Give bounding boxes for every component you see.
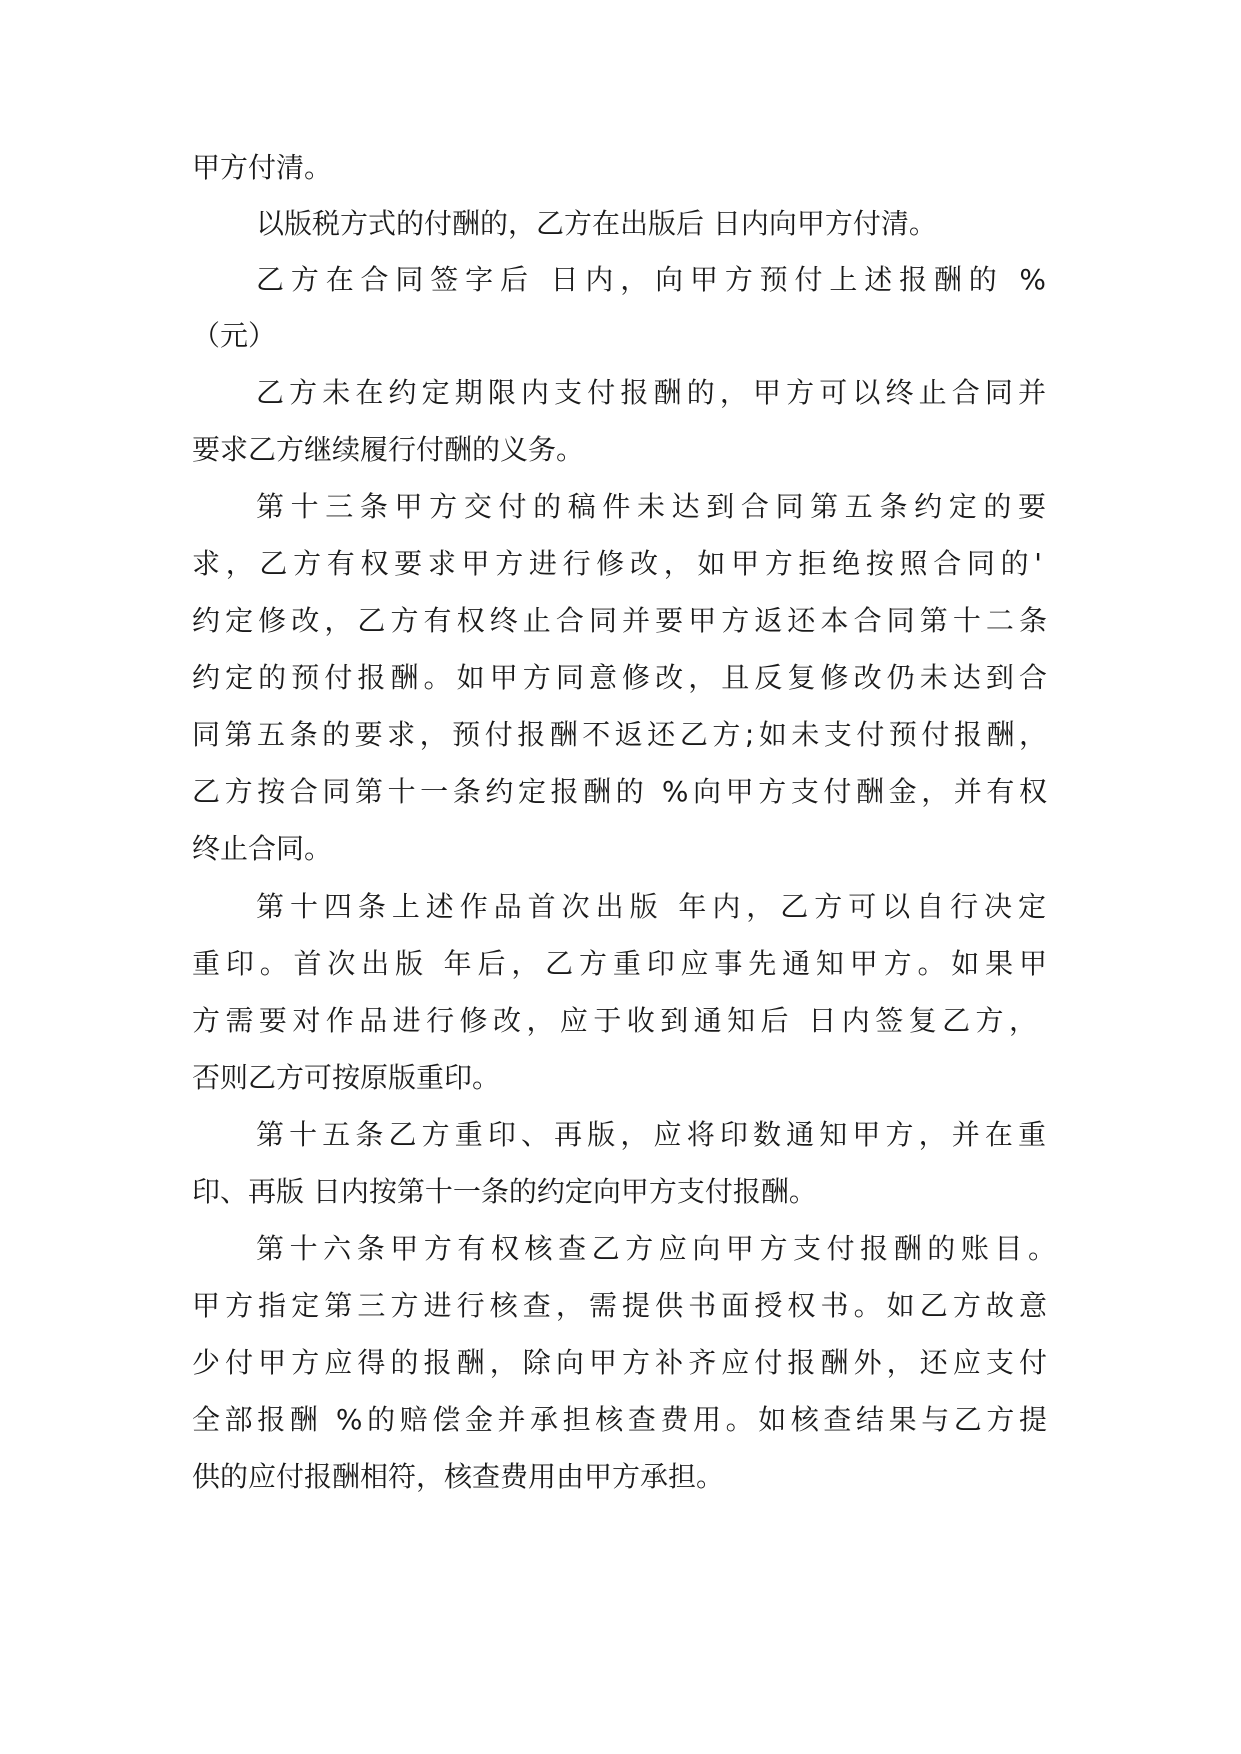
text-line: 终止合同。 bbox=[192, 832, 333, 865]
text-line: 乙方在合同签字后 日内，向甲方预付上述报酬的 % bbox=[256, 263, 1046, 296]
text-line: 方需要对作品进行修改，应于收到通知后 日内签复乙方， bbox=[192, 1004, 1037, 1037]
text-line: 乙方按合同第十一条约定报酬的 %向甲方支付酬金，并有权 bbox=[192, 775, 1047, 808]
text-line: 求，乙方有权要求甲方进行修改，如甲方拒绝按照合同的' bbox=[192, 547, 1042, 580]
text-line: 约定修改，乙方有权终止合同并要甲方返还本合同第十二条 bbox=[192, 604, 1047, 637]
text-line: 否则乙方可按原版重印。 bbox=[192, 1061, 501, 1094]
text-line: 第十五条乙方重印、再版，应将印数通知甲方，并在重 bbox=[256, 1118, 1046, 1151]
text-line: 约定的预付报酬。如甲方同意修改，且反复修改仍未达到合 bbox=[192, 661, 1047, 694]
text-line: 印、再版 日内按第十一条的约定向甲方支付报酬。 bbox=[192, 1175, 817, 1208]
text-line: 第十三条甲方交付的稿件未达到合同第五条约定的要 bbox=[256, 490, 1046, 523]
text-line: 重印。首次出版 年后，乙方重印应事先通知甲方。如果甲 bbox=[192, 947, 1047, 980]
text-line: 第十四条上述作品首次出版 年内，乙方可以自行决定 bbox=[256, 890, 1046, 923]
text-line: 全部报酬 %的赔偿金并承担核查费用。如核查结果与乙方提 bbox=[192, 1403, 1047, 1436]
text-line: 第十六条甲方有权核查乙方应向甲方支付报酬的账目。 bbox=[256, 1232, 1056, 1265]
text-line: 乙方未在约定期限内支付报酬的，甲方可以终止合同并 bbox=[256, 376, 1046, 409]
text-line: 甲方指定第三方进行核查，需提供书面授权书。如乙方故意 bbox=[192, 1289, 1047, 1322]
text-line: 要求乙方继续履行付酬的义务。 bbox=[192, 433, 585, 466]
text-line: 同第五条的要求，预付报酬不返还乙方;如未支付预付报酬， bbox=[192, 718, 1047, 751]
text-line: 以版税方式的付酬的，乙方在出版后 日内向甲方付清。 bbox=[256, 207, 937, 240]
text-line: 供的应付报酬相符，核查费用由甲方承担。 bbox=[192, 1460, 725, 1493]
text-line: （元） bbox=[192, 319, 277, 352]
text-line: 甲方付清。 bbox=[192, 151, 333, 184]
text-line: 少付甲方应得的报酬，除向甲方补齐应付报酬外，还应支付 bbox=[192, 1346, 1047, 1379]
